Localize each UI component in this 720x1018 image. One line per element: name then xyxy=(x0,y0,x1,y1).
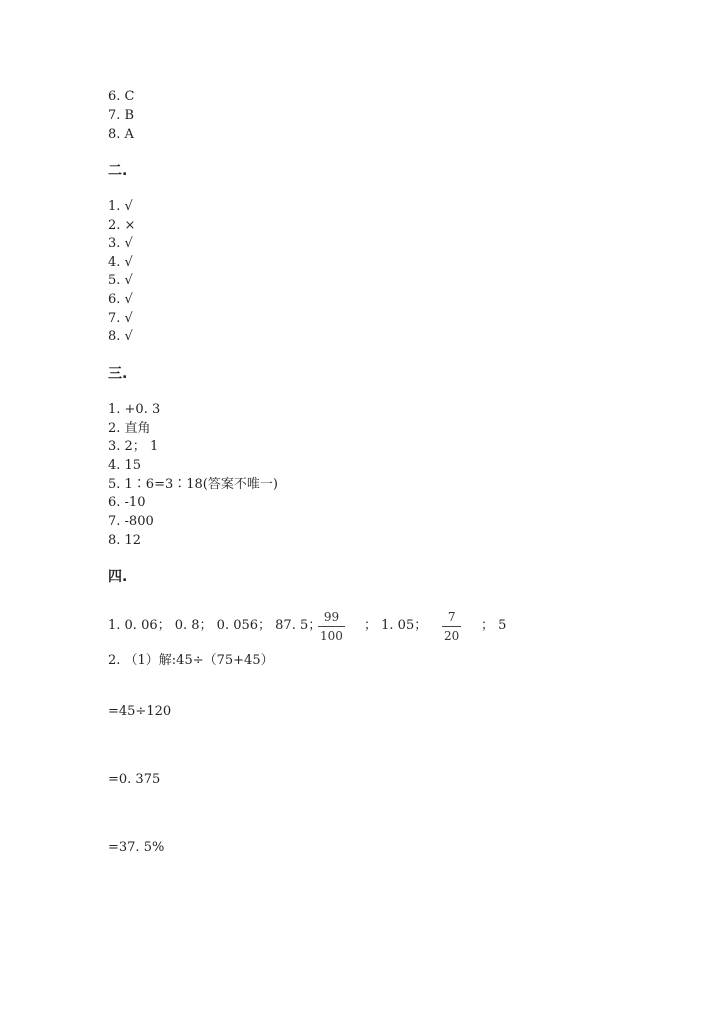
answer-line: 7. -800 xyxy=(108,514,154,529)
answer-line: 8. 12 xyxy=(108,533,142,548)
solution-line: =37. 5% xyxy=(108,840,165,855)
answer-line: 3. √ xyxy=(108,236,133,251)
answer-line: 5. √ xyxy=(108,273,133,288)
fraction-numerator: 99 xyxy=(323,610,340,624)
answer-line: 4. √ xyxy=(108,255,133,270)
answer-line: 2. × xyxy=(108,218,136,233)
solution-line: 2. （1）解:45÷（75+45） xyxy=(108,653,274,668)
answer-line: 6. -10 xyxy=(108,495,146,510)
answer-line: 1. √ xyxy=(108,199,133,214)
answer-line: 1. +0. 3 xyxy=(108,402,161,417)
fraction-7-20 xyxy=(442,610,461,643)
answer-line: 3. 2； 1 xyxy=(108,439,159,454)
section-heading: 三. xyxy=(108,366,128,382)
answer-line: 8. √ xyxy=(108,329,133,344)
q1-suffix: ； 5 xyxy=(481,618,507,633)
solution-line: =0. 375 xyxy=(108,772,161,787)
solution-line: =45÷120 xyxy=(108,704,172,719)
answer-line: 7. √ xyxy=(108,311,133,326)
section-heading: 二. xyxy=(108,163,128,179)
fraction-denominator: 20 xyxy=(444,629,460,643)
answer-line: 4. 15 xyxy=(108,458,142,473)
q1-mid: ； 1. 05； xyxy=(364,618,428,633)
fraction-99-100 xyxy=(318,610,345,643)
answer-line: 7. B xyxy=(108,108,135,123)
answer-line: 5. 1∶6=3∶18(答案不唯一) xyxy=(108,477,278,492)
answer-line: 6. √ xyxy=(108,292,133,307)
fraction-denominator: 100 xyxy=(320,629,343,643)
answer-line: 6. C xyxy=(108,89,135,104)
answer-line: 8. A xyxy=(108,127,134,142)
fraction-numerator: 7 xyxy=(447,610,456,624)
q1-prefix: 1. 0. 06； 0. 8； 0. 056； 87. 5； xyxy=(108,618,322,633)
answer-line: 2. 直角 xyxy=(108,421,151,436)
section-heading: 四. xyxy=(108,569,128,585)
